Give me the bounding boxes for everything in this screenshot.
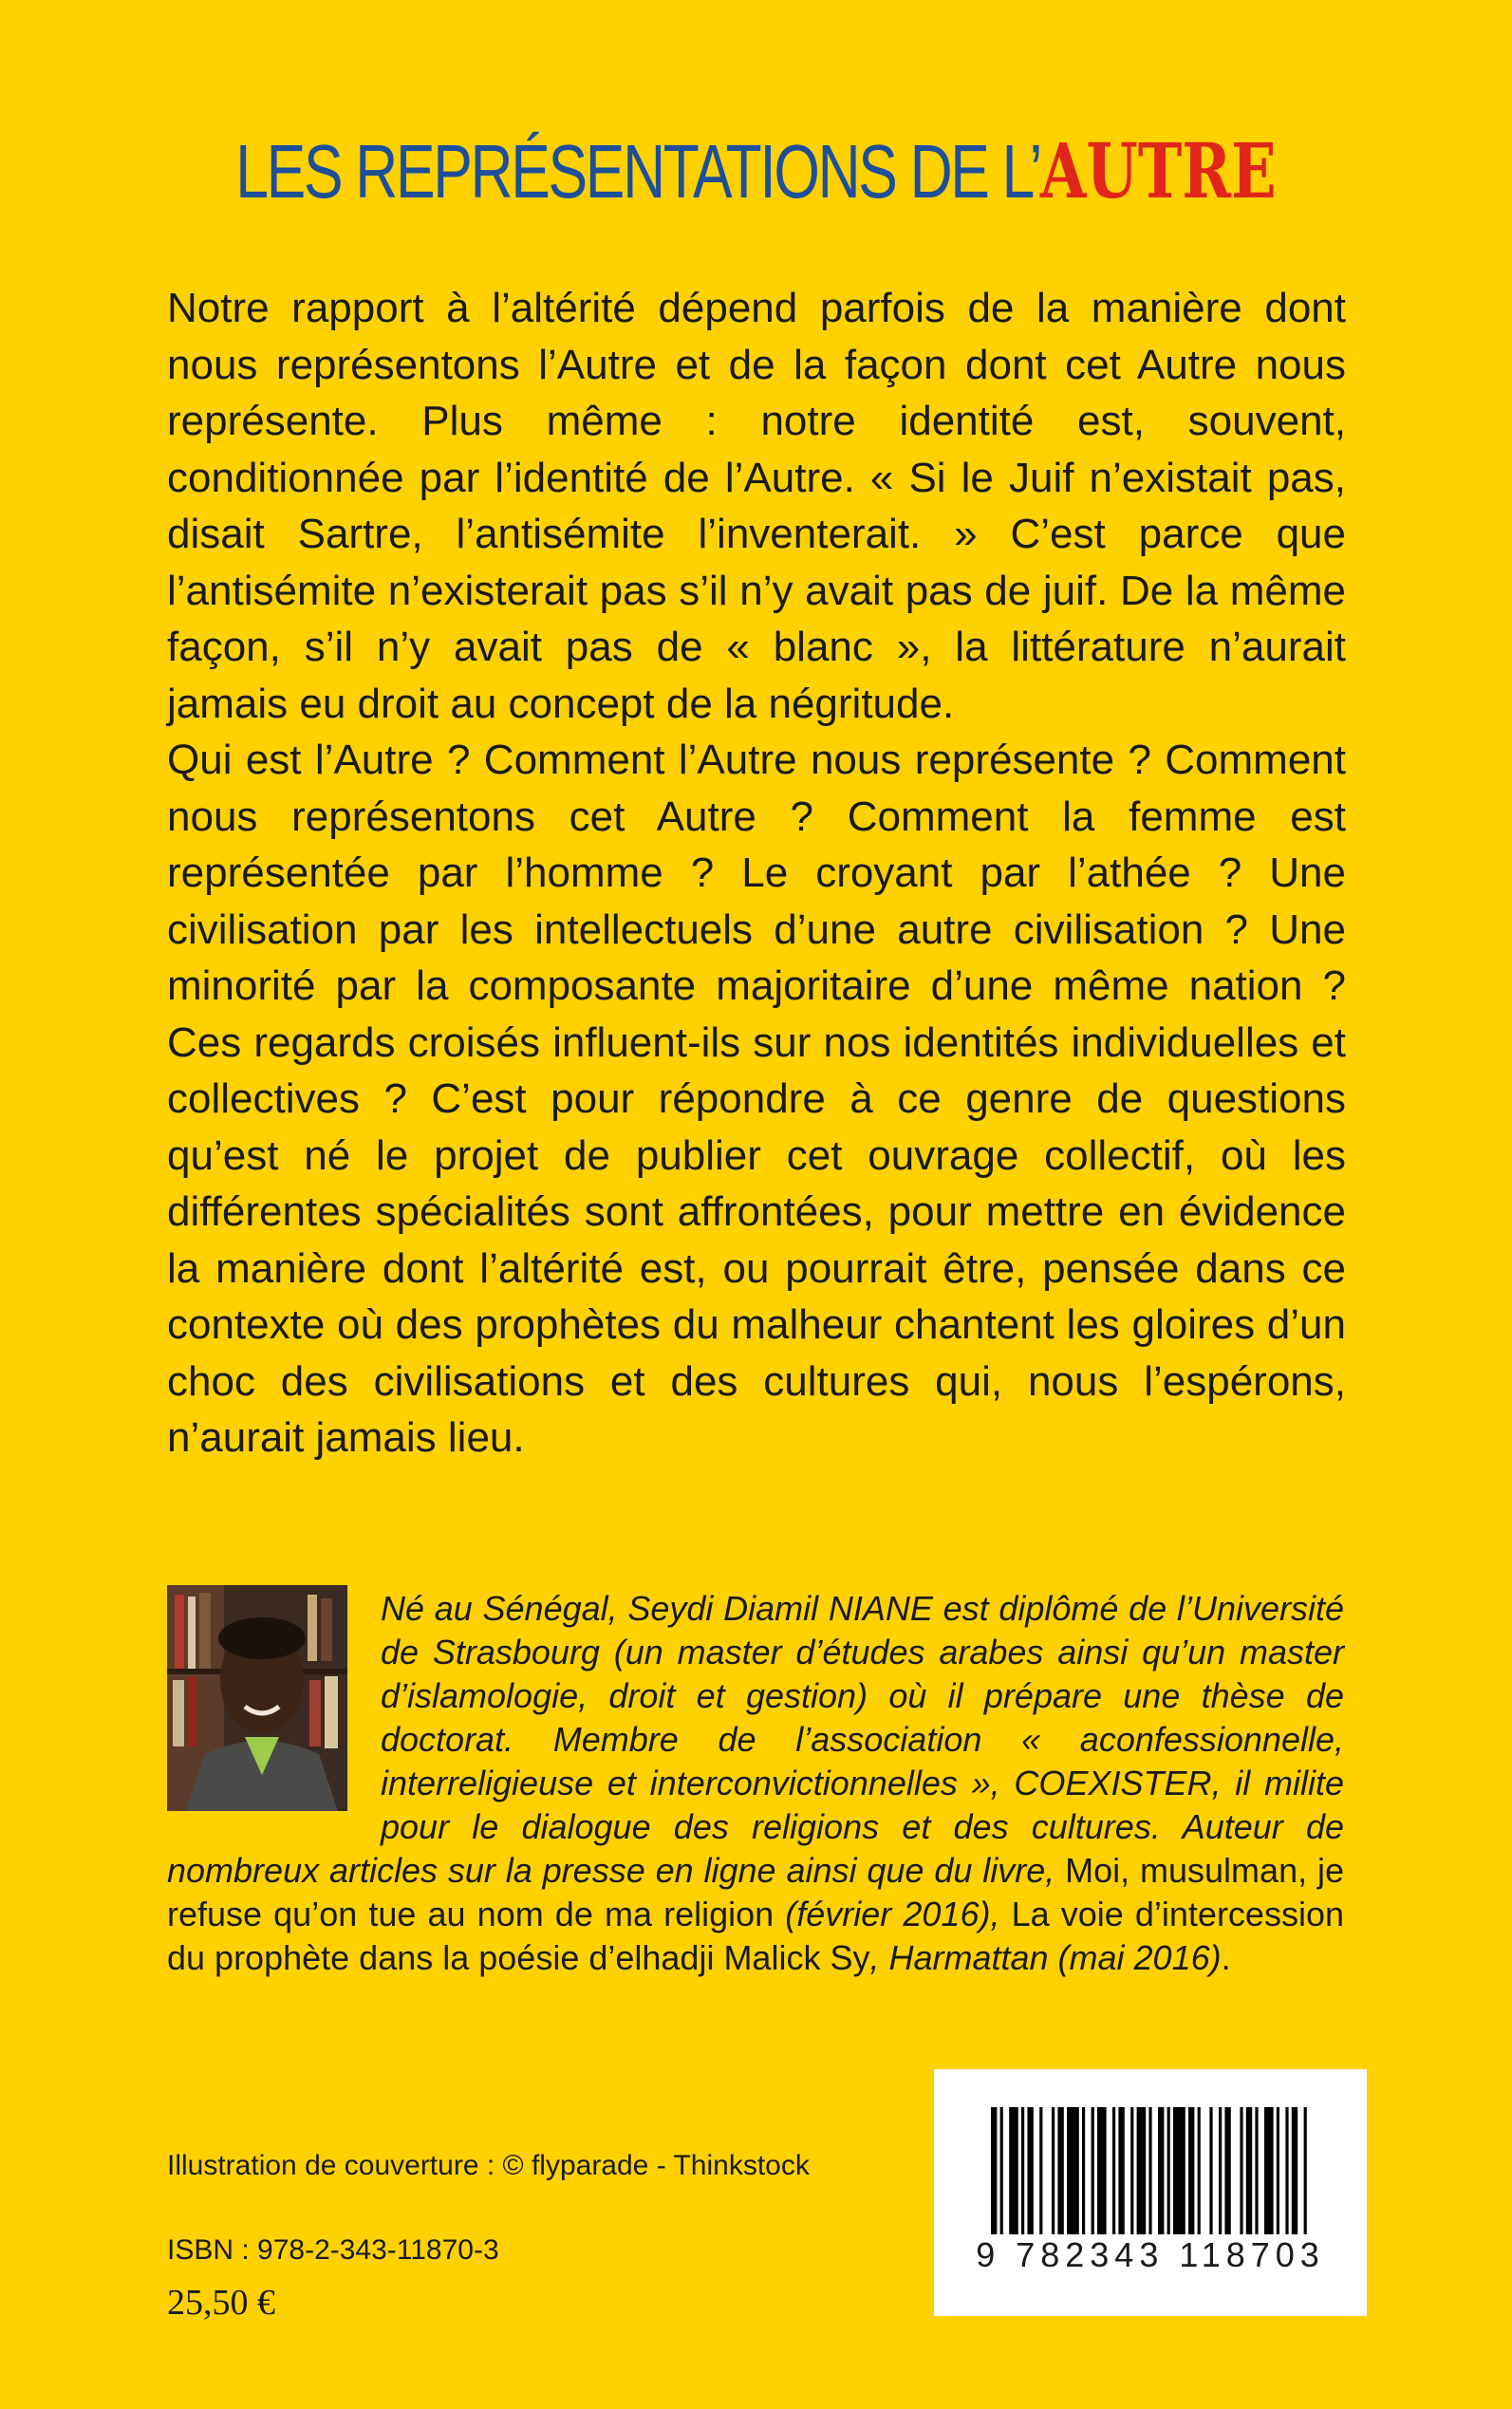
cover-credit: Illustration de couverture : © flyparade - Thinkstock <box>167 2150 810 2181</box>
barcode-bar <box>1021 2107 1024 2234</box>
barcode-bar <box>1198 2107 1201 2234</box>
barcode-bar <box>1304 2107 1307 2234</box>
barcode-bar <box>1255 2107 1258 2234</box>
isbn: ISBN : 978-2-343-11870-3 <box>167 2234 499 2266</box>
barcode-number: 9 782343 118703 <box>976 2235 1325 2274</box>
barcode-bar <box>1097 2107 1107 2234</box>
barcode-bar <box>1224 2107 1230 2234</box>
barcode-bar <box>1240 2107 1242 2234</box>
barcode-bar <box>1188 2107 1194 2234</box>
barcode-bar <box>1130 2107 1133 2234</box>
barcode-bar <box>1027 2107 1033 2234</box>
barcode-bar <box>1092 2107 1094 2234</box>
barcode-bar <box>1137 2107 1147 2234</box>
barcode-bar <box>1219 2107 1222 2234</box>
bio-date-1: (février 2016), <box>774 1895 1012 1933</box>
barcode-bar <box>1292 2107 1297 2234</box>
barcode-bar <box>1173 2107 1185 2234</box>
barcode-bar <box>1246 2107 1252 2234</box>
barcode-bar <box>1052 2107 1055 2234</box>
barcode-bar <box>1039 2107 1042 2234</box>
blurb <box>167 280 1346 1466</box>
blurb-paragraph-1: Notre rapport à l’altérité dépend parfois de la manière dont nous représentons l’Autre et de la façon dont cet Autre nous représente. Plus même : notre identité est, souvent, conditionnée par l’identité de l’Autre. « Si le Juif n’existait pas, disait Sartre, l’antisémite l’inventerait. » C’est parce que l’antisémite n’existerait pas s’il n’y avait pas de juif. De la même façon, s’il n’y avait pas de « blanc », la littérature n’aurait jamais eu droit au concept de la négritude. <box>167 285 1346 727</box>
barcode-bar <box>1082 2107 1085 2234</box>
bio-end: . <box>1221 1938 1231 1977</box>
barcode-bar <box>1112 2107 1115 2234</box>
blurb-paragraph-2: Qui est l’Autre ? Comment l’Autre nous représente ? Comment nous représentons cet Autre ? Comment la femme est représentée par l’homme ? Le croyant par l’athée ? Une civilisation par les intellectuels d’une autre civilisation ? Une minorité par la composante majoritaire d’une même nation ? Ces regards croisés influent-ils sur nos identités individuelles et collectives ? C’est pour répondre à ce genre de questions qu’est né le projet de publier cet ouvrage collectif, où les différentes spécialités sont affrontées, pour mettre en évidence la manière dont l’altérité est, ou pourrait être, pensée dans ce contexte où des prophètes du malheur chantent les gloires d’un choc des civilisations et des cultures qui, nous l’espérons, n’aurait jamais lieu. <box>167 737 1346 1461</box>
barcode-bars <box>991 2107 1310 2240</box>
barcode-bar <box>1118 2107 1124 2234</box>
bio-intro: Né au Sénégal, Seydi Diamil NIANE est diplômé de l’Université de Strasbourg (un master d’études arabes ainsi qu’un master d’islamologie, droit et gestion) où il prépare une thèse de doctorat. Membre de l’association « aconfessionnelle, interreligieuse et interconvictionnelles », COEXISTER, il milite pour le dialogue des religions et des cultures. Auteur de nombreux articles sur la presse en ligne ainsi que du livre, <box>167 1589 1344 1890</box>
barcode-bar <box>1000 2107 1003 2234</box>
barcode <box>934 2069 1367 2316</box>
bio-book-2: La voie d’intercession du prophète dans la poésie d’elhadji Malick Sy <box>167 1895 1344 1977</box>
barcode-bar <box>1158 2107 1164 2234</box>
cover-title <box>166 125 1346 217</box>
barcode-bar <box>1148 2107 1151 2234</box>
price: 25,50 € <box>167 2283 275 2323</box>
barcode-bar <box>1264 2107 1274 2234</box>
barcode-bar <box>1067 2107 1079 2234</box>
barcode-bar <box>1277 2107 1279 2234</box>
barcode-bar <box>1285 2107 1288 2234</box>
bio-publisher: , Harmattan (mai 2016) <box>869 1938 1222 1977</box>
barcode-bar <box>991 2107 997 2234</box>
title-main: LES REPRÉSENTATIONS DE L’ <box>235 129 1041 214</box>
title-accent: AUTRE <box>1040 126 1277 215</box>
author-bio <box>167 1587 1344 1980</box>
bio-book-1: Moi, musulman, je refuse qu’on tue au nom de ma religion <box>167 1851 1344 1933</box>
barcode-bar <box>1009 2107 1018 2234</box>
barcode-bar <box>1057 2107 1063 2234</box>
barcode-bar <box>1167 2107 1170 2234</box>
barcode-bar <box>1209 2107 1212 2234</box>
